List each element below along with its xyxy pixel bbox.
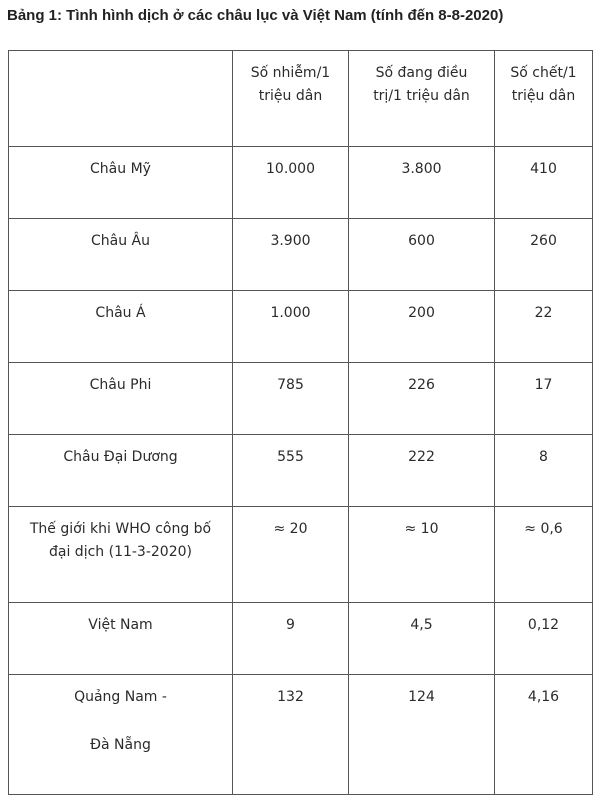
table-row xyxy=(9,363,593,435)
region-cell: Châu Mỹ xyxy=(9,147,233,219)
table-caption: Bảng 1: Tình hình dịch ở các châu lục và Việt Nam (tính đến 8-8-2020) xyxy=(7,7,504,24)
treating-cell: ≈ 10 xyxy=(349,507,495,603)
covid-stats-table xyxy=(8,50,593,795)
treating-cell: 3.800 xyxy=(349,147,495,219)
deaths-cell: ≈ 0,6 xyxy=(495,507,593,603)
header-cell-treating: Số đang điều trị/1 triệu dân xyxy=(349,51,495,147)
table-row xyxy=(9,291,593,363)
region-cell: Châu Đại Dương xyxy=(9,435,233,507)
treating-cell: 222 xyxy=(349,435,495,507)
deaths-cell: 410 xyxy=(495,147,593,219)
region-cell: Châu Á xyxy=(9,291,233,363)
deaths-cell: 260 xyxy=(495,219,593,291)
infected-cell: ≈ 20 xyxy=(233,507,349,603)
deaths-cell: 8 xyxy=(495,435,593,507)
region-cell: Thế giới khi WHO công bố đại dịch (11-3-2020) xyxy=(9,507,233,603)
region-cell: Việt Nam xyxy=(9,603,233,675)
table-row xyxy=(9,603,593,675)
table-row xyxy=(9,219,593,291)
region-cell: Châu Âu xyxy=(9,219,233,291)
deaths-cell: 4,16 xyxy=(495,675,593,795)
infected-cell: 10.000 xyxy=(233,147,349,219)
table-row xyxy=(9,507,593,603)
treating-cell: 200 xyxy=(349,291,495,363)
deaths-cell: 17 xyxy=(495,363,593,435)
region-line: Đà Nẵng xyxy=(90,737,151,753)
treating-cell: 124 xyxy=(349,675,495,795)
deaths-cell: 0,12 xyxy=(495,603,593,675)
region-cell xyxy=(9,675,233,795)
table-row xyxy=(9,435,593,507)
header-cell-empty xyxy=(9,51,233,147)
table-row xyxy=(9,675,593,795)
infected-cell: 9 xyxy=(233,603,349,675)
infected-cell: 3.900 xyxy=(233,219,349,291)
treating-cell: 226 xyxy=(349,363,495,435)
treating-cell: 4,5 xyxy=(349,603,495,675)
deaths-cell: 22 xyxy=(495,291,593,363)
infected-cell: 1.000 xyxy=(233,291,349,363)
region-cell: Châu Phi xyxy=(9,363,233,435)
table-row xyxy=(9,147,593,219)
infected-cell: 555 xyxy=(233,435,349,507)
treating-cell: 600 xyxy=(349,219,495,291)
table-header-row xyxy=(9,51,593,147)
infected-cell: 785 xyxy=(233,363,349,435)
header-cell-deaths: Số chết/1 triệu dân xyxy=(495,51,593,147)
header-cell-infected: Số nhiễm/1 triệu dân xyxy=(233,51,349,147)
infected-cell: 132 xyxy=(233,675,349,795)
region-line: Quảng Nam - xyxy=(74,689,167,705)
